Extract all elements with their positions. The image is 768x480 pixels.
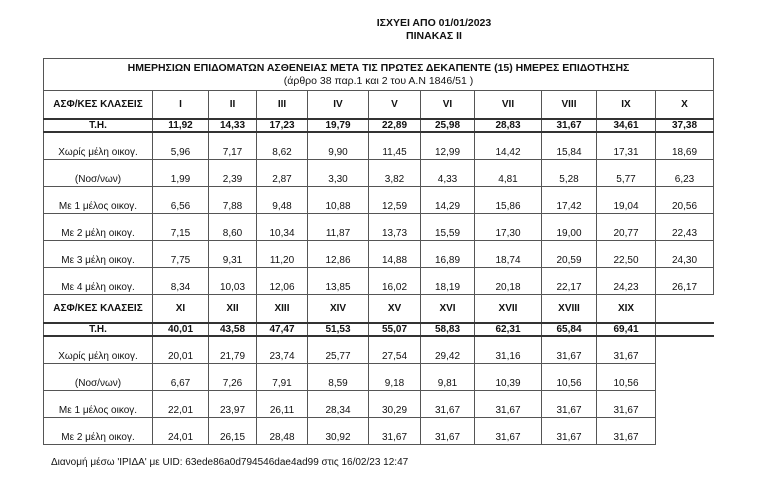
allowance-value: 22,17 [542, 268, 597, 295]
allowance-value: 20,59 [542, 241, 597, 268]
class-header: XVI [421, 295, 475, 324]
th-label: Τ.Η. [44, 119, 153, 132]
th-value: 69,41 [597, 323, 656, 336]
th-value: 17,23 [257, 119, 308, 132]
row-label: Με 3 μέλη οικογ. [44, 241, 153, 268]
allowance-value: 24,01 [153, 418, 209, 445]
allowance-value: 21,79 [209, 336, 257, 364]
allowance-value: 20,01 [153, 336, 209, 364]
allowance-value: 15,84 [542, 132, 597, 160]
allowance-value: 12,06 [257, 268, 308, 295]
allowance-value: 23,97 [209, 391, 257, 418]
th-label: Τ.Η. [44, 323, 153, 336]
classes-label: ΑΣΦ/ΚΕΣ ΚΛΑΣΕΙΣ [44, 295, 153, 324]
allowance-value: 2,39 [209, 160, 257, 187]
allowance-value: 7,26 [209, 364, 257, 391]
allowance-value: 23,74 [257, 336, 308, 364]
allowance-value: 6,23 [656, 160, 714, 187]
allowance-value: 27,54 [369, 336, 421, 364]
row-label: Χωρίς μέλη οικογ. [44, 336, 153, 364]
allowance-value: 6,56 [153, 187, 209, 214]
allowance-value: 4,81 [475, 160, 542, 187]
class-header: XIII [257, 295, 308, 324]
allowance-value: 7,88 [209, 187, 257, 214]
allowance-value: 31,67 [542, 391, 597, 418]
table-row [44, 418, 714, 445]
row-label: (Νοσ/νων) [44, 364, 153, 391]
allowance-value: 11,87 [308, 214, 369, 241]
allowance-value: 15,59 [421, 214, 475, 241]
class-header: IX [597, 91, 656, 120]
allowance-value: 3,82 [369, 160, 421, 187]
th-value: 51,53 [308, 323, 369, 336]
allowance-value: 31,67 [421, 418, 475, 445]
row-label: (Νοσ/νων) [44, 160, 153, 187]
allowance-value: 20,77 [597, 214, 656, 241]
allowance-value: 18,74 [475, 241, 542, 268]
class-header-row [44, 91, 714, 120]
th-value: 62,31 [475, 323, 542, 336]
th-row [44, 323, 714, 336]
allowance-value: 2,87 [257, 160, 308, 187]
class-header-row [44, 295, 714, 324]
allowance-value: 5,28 [542, 160, 597, 187]
allowance-value: 10,56 [542, 364, 597, 391]
table-subtitle: (άρθρο 38 παρ.1 και 2 του Α.Ν 1846/51 ) [283, 74, 474, 87]
class-header: XI [153, 295, 209, 324]
table-row [44, 132, 714, 160]
allowance-value: 28,48 [257, 418, 308, 445]
allowance-value: 7,15 [153, 214, 209, 241]
allowance-value: 9,81 [421, 364, 475, 391]
table-row [44, 364, 714, 391]
allowance-value: 3,30 [308, 160, 369, 187]
th-value: 58,83 [421, 323, 475, 336]
th-value: 37,38 [656, 119, 714, 132]
allowance-value: 30,29 [369, 391, 421, 418]
th-value: 22,89 [369, 119, 421, 132]
th-value: 65,84 [542, 323, 597, 336]
allowance-value: 31,67 [597, 391, 656, 418]
allowance-value: 13,85 [308, 268, 369, 295]
class-header: IV [308, 91, 369, 120]
class-header: X [656, 91, 714, 120]
allowance-value: 22,43 [656, 214, 714, 241]
allowance-value: 11,20 [257, 241, 308, 268]
table-number-heading: ΠΙΝΑΚΑΣ ΙΙ [406, 30, 462, 42]
class-header: XIV [308, 295, 369, 324]
allowance-value: 9,18 [369, 364, 421, 391]
allowance-value: 11,45 [369, 132, 421, 160]
allowance-value: 30,92 [308, 418, 369, 445]
classes-label: ΑΣΦ/ΚΕΣ ΚΛΑΣΕΙΣ [44, 91, 153, 120]
class-header: XV [369, 295, 421, 324]
allowance-value: 20,56 [656, 187, 714, 214]
allowance-value: 28,34 [308, 391, 369, 418]
effective-date-heading: ΙΣΧΥΕΙ ΑΠΟ 01/01/2023 [376, 17, 492, 29]
class-header: III [257, 91, 308, 120]
allowance-value: 25,77 [308, 336, 369, 364]
class-header: V [369, 91, 421, 120]
allowance-value: 6,67 [153, 364, 209, 391]
allowance-value: 19,00 [542, 214, 597, 241]
class-header: XVIII [542, 295, 597, 324]
allowance-value: 8,60 [209, 214, 257, 241]
table-title-cell [44, 59, 714, 91]
class-header: XVII [475, 295, 542, 324]
allowance-value: 31,67 [421, 391, 475, 418]
allowance-value: 29,42 [421, 336, 475, 364]
table-row [44, 241, 714, 268]
th-value: 55,07 [369, 323, 421, 336]
allowance-value [656, 418, 714, 445]
allowance-value: 16,89 [421, 241, 475, 268]
allowance-table [43, 58, 714, 445]
allowance-value: 5,77 [597, 160, 656, 187]
allowance-value: 10,34 [257, 214, 308, 241]
allowance-value: 9,31 [209, 241, 257, 268]
th-value: 43,58 [209, 323, 257, 336]
table-row [44, 160, 714, 187]
row-label: Με 1 μέλος οικογ. [44, 391, 153, 418]
table-row [44, 336, 714, 364]
allowance-value: 14,88 [369, 241, 421, 268]
th-value: 47,47 [257, 323, 308, 336]
table-row [44, 187, 714, 214]
class-header: XIX [597, 295, 656, 324]
class-header: II [209, 91, 257, 120]
th-value: 31,67 [542, 119, 597, 132]
allowance-value: 31,67 [542, 336, 597, 364]
allowance-value: 26,15 [209, 418, 257, 445]
th-value: 25,98 [421, 119, 475, 132]
allowance-value: 31,67 [369, 418, 421, 445]
allowance-value: 17,31 [597, 132, 656, 160]
table-row [44, 391, 714, 418]
allowance-value: 17,42 [542, 187, 597, 214]
allowance-value [656, 391, 714, 418]
allowance-value: 31,67 [475, 391, 542, 418]
allowance-value: 19,04 [597, 187, 656, 214]
table-row [44, 268, 714, 295]
allowance-value: 8,34 [153, 268, 209, 295]
row-label: Με 2 μέλη οικογ. [44, 214, 153, 241]
allowance-value: 7,91 [257, 364, 308, 391]
allowance-value: 22,01 [153, 391, 209, 418]
allowance-value: 12,99 [421, 132, 475, 160]
allowance-value: 5,96 [153, 132, 209, 160]
table-row [44, 214, 714, 241]
th-value: 40,01 [153, 323, 209, 336]
allowance-value: 10,03 [209, 268, 257, 295]
row-label: Με 2 μέλη οικογ. [44, 418, 153, 445]
allowance-value: 31,67 [475, 418, 542, 445]
distribution-footer: Διανομή μέσω 'ΙΡΙΔΑ' με UID: 63ede86a0d794546dae4ad99 στις 16/02/23 12:47 [51, 457, 409, 468]
class-header: I [153, 91, 209, 120]
allowance-value: 8,62 [257, 132, 308, 160]
th-row [44, 119, 714, 132]
allowance-value [656, 336, 714, 364]
allowance-value: 24,23 [597, 268, 656, 295]
allowance-value: 17,30 [475, 214, 542, 241]
allowance-value: 1,99 [153, 160, 209, 187]
allowance-value: 10,39 [475, 364, 542, 391]
th-value: 34,61 [597, 119, 656, 132]
class-header [656, 295, 714, 324]
allowance-value: 24,30 [656, 241, 714, 268]
allowance-value: 14,29 [421, 187, 475, 214]
th-value: 11,92 [153, 119, 209, 132]
th-value [656, 323, 714, 336]
allowance-value: 20,18 [475, 268, 542, 295]
allowance-value: 15,86 [475, 187, 542, 214]
allowance-value: 31,67 [597, 336, 656, 364]
class-header: XII [209, 295, 257, 324]
th-value: 28,83 [475, 119, 542, 132]
allowance-value: 7,17 [209, 132, 257, 160]
allowance-value: 7,75 [153, 241, 209, 268]
class-header: VIII [542, 91, 597, 120]
allowance-value: 14,42 [475, 132, 542, 160]
allowance-value: 4,33 [421, 160, 475, 187]
allowance-value: 8,59 [308, 364, 369, 391]
allowance-value: 10,56 [597, 364, 656, 391]
class-header: VII [475, 91, 542, 120]
allowance-value: 31,67 [597, 418, 656, 445]
row-label: Χωρίς μέλη οικογ. [44, 132, 153, 160]
allowance-value: 31,67 [542, 418, 597, 445]
allowance-value: 31,16 [475, 336, 542, 364]
allowance-value: 13,73 [369, 214, 421, 241]
allowance-value: 10,88 [308, 187, 369, 214]
allowance-value: 9,90 [308, 132, 369, 160]
allowance-value: 9,48 [257, 187, 308, 214]
allowance-value: 16,02 [369, 268, 421, 295]
allowance-value: 12,86 [308, 241, 369, 268]
class-header: VI [421, 91, 475, 120]
table-title: ΗΜΕΡΗΣΙΩΝ ΕΠΙΔΟΜΑΤΩΝ ΑΣΘΕΝΕΙΑΣ ΜΕΤΑ ΤΙΣ ΠΡΩΤΕΣ ΔΕΚΑΠΕΝΤΕ (15) ΗΜΕΡΕΣ ΕΠΙΔΟΤΗΣΗΣ [127, 61, 630, 74]
allowance-value: 12,59 [369, 187, 421, 214]
allowance-value: 26,11 [257, 391, 308, 418]
allowance-value [656, 364, 714, 391]
th-value: 14,33 [209, 119, 257, 132]
allowance-value: 18,69 [656, 132, 714, 160]
allowance-value: 26,17 [656, 268, 714, 295]
allowance-value: 22,50 [597, 241, 656, 268]
th-value: 19,79 [308, 119, 369, 132]
row-label: Με 4 μέλη οικογ. [44, 268, 153, 295]
row-label: Με 1 μέλος οικογ. [44, 187, 153, 214]
allowance-value: 18,19 [421, 268, 475, 295]
